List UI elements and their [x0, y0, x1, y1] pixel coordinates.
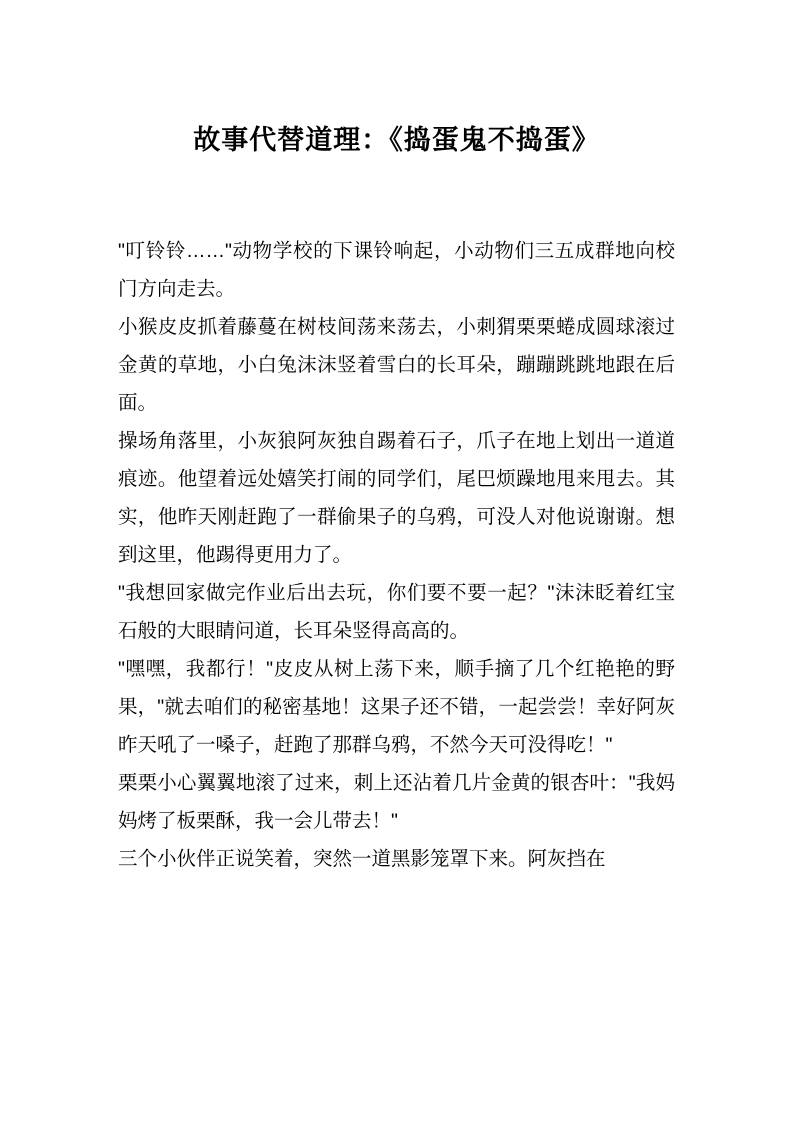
paragraph: "我想回家做完作业后出去玩，你们要不要一起？"沫沫眨着红宝石般的大眼睛问道，长耳朵竖得高高的。 — [118, 581, 675, 642]
paragraph: "叮铃铃……"动物学校的下课铃响起，小动物们三五成群地向校门方向走去。 — [118, 239, 675, 300]
paragraph: "嘿嘿，我都行！"皮皮从树上荡下来，顺手摘了几个红艳艳的野果，"就去咱们的秘密基地！这果子还不错，一起尝尝！幸好阿灰昨天吼了一嗓子，赶跑了那群乌鸦，不然今天可没得吃！" — [118, 657, 675, 756]
document-body — [118, 232, 675, 878]
paragraph: 小猴皮皮抓着藤蔓在树枝间荡来荡去，小刺猬栗栗蜷成圆球滚过金黄的草地，小白兔沫沫竖着雪白的长耳朵，蹦蹦跳跳地跟在后面。 — [118, 315, 675, 414]
paragraph: 操场角落里，小灰狼阿灰独自踢着石子，爪子在地上划出一道道痕迹。他望着远处嬉笑打闹的同学们，尾巴烦躁地甩来甩去。其实，他昨天刚赶跑了一群偷果子的乌鸦，可没人对他说谢谢。想到这里，他踢得更用力了。 — [118, 429, 675, 566]
paragraph: 栗栗小心翼翼地滚了过来，刺上还沾着几片金黄的银杏叶："我妈妈烤了板栗酥，我一会儿带去！" — [118, 771, 675, 832]
page-title: 故事代替道理：《捣蛋鬼不捣蛋》 — [193, 125, 600, 155]
paragraph: 三个小伙伴正说笑着，突然一道黑影笼罩下来。阿灰挡在 — [118, 847, 606, 870]
